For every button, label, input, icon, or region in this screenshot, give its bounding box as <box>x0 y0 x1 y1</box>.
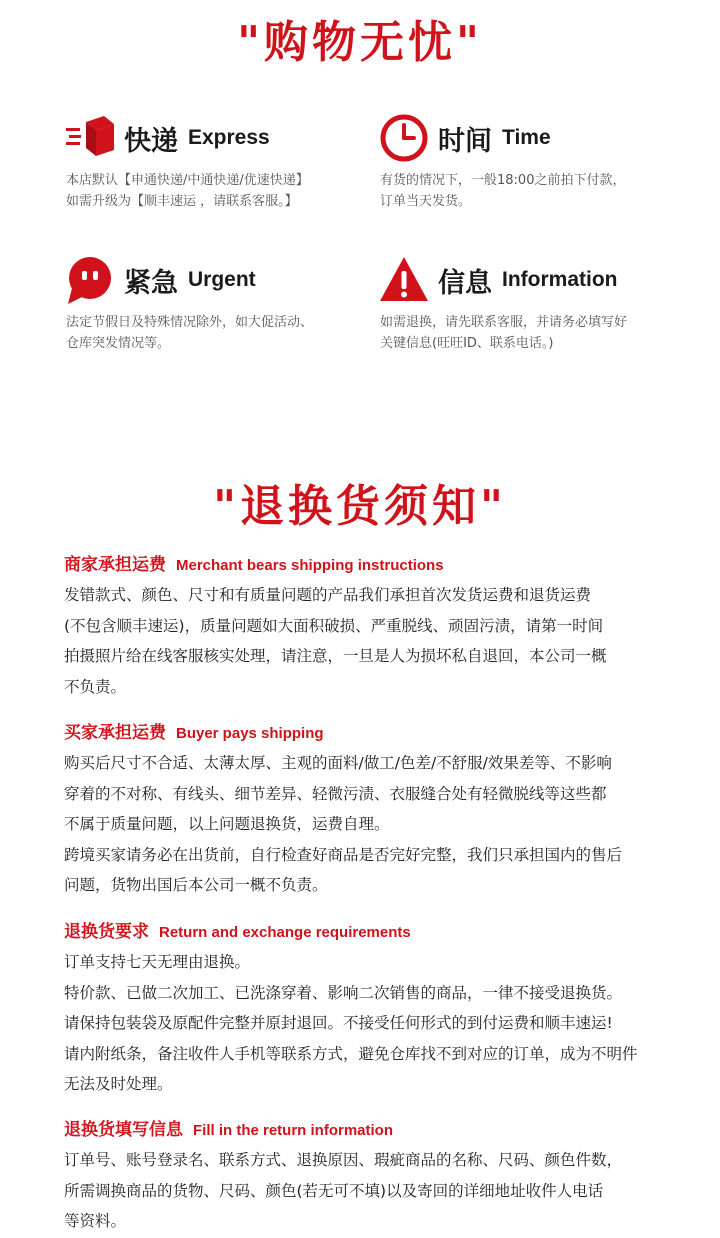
feature-time-title: 时间 <box>438 125 492 157</box>
delivery-box-icon <box>64 112 116 164</box>
feature-urgent-desc: 法定节假日及特殊情况除外，如大促活动、 仓库突发情况等。 <box>66 315 314 351</box>
feature-urgent <box>64 252 364 354</box>
section-buyer-shipping <box>64 718 664 901</box>
feature-express-title: 快递 <box>124 125 178 157</box>
feature-information-subtitle: Information <box>502 268 618 291</box>
section-merchant-shipping <box>64 550 664 702</box>
feature-time <box>378 110 678 212</box>
feature-time-desc: 有货的情况下，一般18:00之前拍下付款， 订单当天发货。 <box>380 173 626 209</box>
feature-information <box>378 252 678 354</box>
section-body: 发错款式、颜色、尺寸和有质量问题的产品我们承担首次发货运费和退货运费 (不包含顺丰速运)，质量问题如大面积破损、严重脱线、顽固污渍，请第一时间 拍摄照片给在线客服核实处理，请注意，一旦是人为损坏私自退回，本公司一概 不负责。 <box>64 586 607 696</box>
section-body: 购买后尺寸不合适、太薄太厚、主观的面料/做工/色差/不舒服/效果差等、不影响 穿着的不对称、有线头、细节差异、轻微污渍、衣服缝合处有轻微脱线等这些都 不属于质量问题，以上问题退换货，运费自理。 跨境买家请务必在出货前，自行检查好商品是否完好完整，我们只承担国内的售后 问题，货物出国后本公司一概不负责。 <box>64 754 623 894</box>
section-heading: 退换货填写信息 <box>64 1120 183 1140</box>
section-return-requirements <box>64 917 664 1100</box>
feature-express-desc: 本店默认【申通快递/中通快递/优速快递】 如需升级为【顺丰速运 ，请联系客服。】 <box>66 173 309 209</box>
section-body: 订单支持七天无理由退换。 特价款、已做二次加工、已洗涤穿着、影响二次销售的商品，一律不接受退换货。 请保持包装袋及原配件完整并原封退回。不接受任何形式的到付运费和顺丰速运! 请内附纸条，备注收件人手机等联系方式，避免仓库找不到对应的订单，成为不明件 无法及时处理。 <box>64 953 638 1093</box>
warning-triangle-icon <box>378 254 430 306</box>
feature-urgent-subtitle: Urgent <box>188 268 256 291</box>
feature-express <box>64 110 364 212</box>
section-heading-en: Return and exchange requirements <box>159 924 411 941</box>
section-heading: 退换货要求 <box>64 922 149 942</box>
section-heading-en: Merchant bears shipping instructions <box>176 557 444 574</box>
feature-information-title: 信息 <box>438 267 492 299</box>
section-body: 订单号、账号登录名、联系方式、退换原因、瑕疵商品的名称、尺码、颜色件数， 所需调换商品的货物、尺码、颜色(若无可不填)以及寄回的详细地址收件人电话 等资料。 <box>64 1151 623 1230</box>
page-title-shopping: "购物无忧" <box>237 17 483 68</box>
section-heading: 买家承担运费 <box>64 723 166 743</box>
section-heading-en: Fill in the return information <box>193 1122 393 1139</box>
page-title-return-policy: "退换货须知" <box>213 481 507 532</box>
feature-time-subtitle: Time <box>502 126 551 149</box>
section-heading-en: Buyer pays shipping <box>176 725 324 742</box>
clock-icon <box>378 112 430 164</box>
section-heading: 商家承担运费 <box>64 555 166 575</box>
chat-bubble-icon <box>64 254 116 306</box>
feature-express-subtitle: Express <box>188 126 270 149</box>
feature-urgent-title: 紧急 <box>124 267 178 299</box>
feature-information-desc: 如需退换，请先联系客服，并请务必填写好 关键信息(旺旺ID、联系电话。) <box>380 315 628 351</box>
section-fill-return-info <box>64 1115 664 1237</box>
